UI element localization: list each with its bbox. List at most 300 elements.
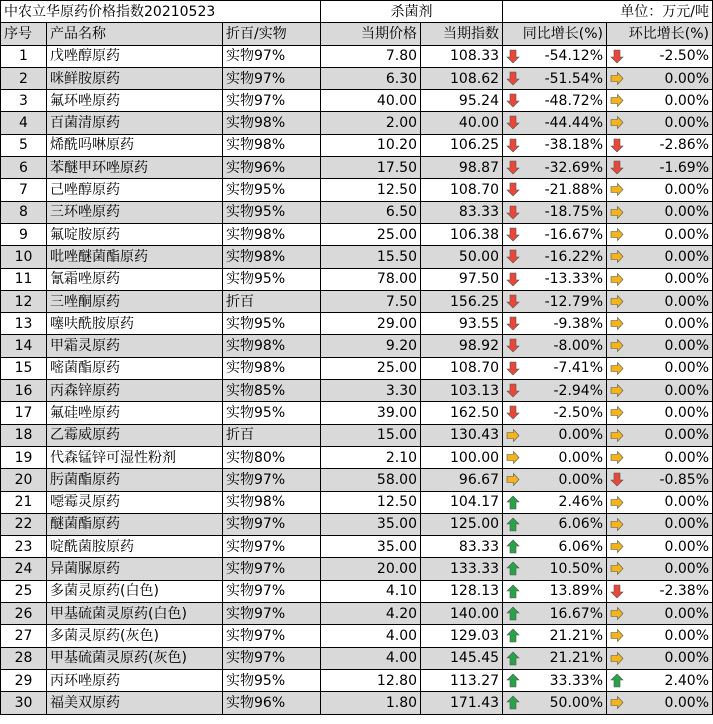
cell-index: 140.00	[421, 603, 503, 625]
table-row	[1, 692, 713, 714]
cell-yoy-value: -2.50%	[553, 404, 604, 421]
table-row	[1, 580, 713, 602]
cell-index: 145.45	[421, 647, 503, 669]
cell-yoy	[503, 402, 607, 424]
arrow-right-icon	[610, 272, 624, 287]
arrow-down-icon	[506, 160, 520, 175]
cell-price: 4.00	[321, 625, 421, 647]
cell-spec: 实物97%	[223, 558, 321, 580]
header-row	[1, 23, 713, 45]
cell-index: 106.38	[421, 223, 503, 245]
cell-spec: 实物97%	[223, 603, 321, 625]
cell-mom-value: 0.00%	[664, 115, 710, 132]
arrow-down-icon	[506, 405, 520, 420]
table-row	[1, 513, 713, 535]
cell-yoy	[503, 246, 607, 268]
table-row	[1, 179, 713, 201]
cell-mom-value: 0.00%	[664, 516, 710, 533]
cell-mom-value: 0.00%	[664, 226, 710, 243]
cell-mom-value: 0.00%	[664, 427, 710, 444]
table-row	[1, 669, 713, 691]
arrow-up-icon	[506, 561, 520, 576]
cell-name: 三环唑原药	[47, 201, 223, 223]
col-header-spec: 折百/实物	[223, 23, 321, 45]
cell-price: 40.00	[321, 90, 421, 112]
cell-price: 6.30	[321, 67, 421, 89]
arrow-right-icon	[610, 539, 624, 554]
cell-index: 133.33	[421, 558, 503, 580]
arrow-up-icon	[506, 695, 520, 710]
cell-mom	[607, 157, 713, 179]
arrow-right-icon	[610, 338, 624, 353]
cell-no: 19	[1, 446, 47, 468]
table-row	[1, 402, 713, 424]
cell-no: 18	[1, 424, 47, 446]
cell-spec: 实物97%	[223, 469, 321, 491]
cell-spec: 实物96%	[223, 692, 321, 714]
table-row	[1, 335, 713, 357]
cell-mom	[607, 446, 713, 468]
cell-spec: 实物96%	[223, 157, 321, 179]
cell-name: 噁霉灵原药	[47, 491, 223, 513]
cell-no: 8	[1, 201, 47, 223]
col-header-mom: 环比增长(%)	[607, 23, 713, 45]
cell-yoy-value: 13.89%	[549, 583, 604, 600]
cell-index: 156.25	[421, 290, 503, 312]
col-header-price: 当期价格	[321, 23, 421, 45]
cell-no: 14	[1, 335, 47, 357]
cell-mom-value: 0.00%	[664, 248, 710, 265]
cell-no: 29	[1, 669, 47, 691]
arrow-right-icon	[610, 205, 624, 220]
arrow-down-icon	[506, 361, 520, 376]
cell-spec: 实物95%	[223, 669, 321, 691]
cell-mom	[607, 491, 713, 513]
cell-price: 10.20	[321, 134, 421, 156]
cell-spec: 实物98%	[223, 357, 321, 379]
arrow-right-icon	[610, 249, 624, 264]
arrow-down-icon	[610, 160, 624, 175]
arrow-right-icon	[610, 182, 624, 197]
cell-yoy-value: -51.54%	[544, 70, 604, 87]
cell-index: 113.27	[421, 669, 503, 691]
cell-spec: 实物98%	[223, 335, 321, 357]
cell-mom-value: 0.00%	[664, 449, 710, 466]
cell-price: 25.00	[321, 357, 421, 379]
cell-name: 啶酰菌胺原药	[47, 536, 223, 558]
cell-index: 98.87	[421, 157, 503, 179]
arrow-down-icon	[506, 115, 520, 130]
arrow-up-icon	[506, 628, 520, 643]
cell-mom	[607, 647, 713, 669]
table-row	[1, 625, 713, 647]
col-header-name: 产品名称	[47, 23, 223, 45]
cell-mom-value: -1.69%	[659, 159, 710, 176]
table-row	[1, 380, 713, 402]
cell-price: 4.10	[321, 580, 421, 602]
cell-spec: 实物80%	[223, 446, 321, 468]
table-row	[1, 357, 713, 379]
cell-name: 吡唑醚菌酯原药	[47, 246, 223, 268]
table-row	[1, 90, 713, 112]
arrow-right-icon	[506, 450, 520, 465]
arrow-right-icon	[610, 651, 624, 666]
cell-name: 百菌清原药	[47, 112, 223, 134]
cell-yoy-value: 0.00%	[558, 471, 604, 488]
cell-spec: 实物97%	[223, 90, 321, 112]
cell-spec: 折百	[223, 290, 321, 312]
cell-yoy	[503, 313, 607, 335]
cell-spec: 实物97%	[223, 580, 321, 602]
cell-yoy	[503, 513, 607, 535]
cell-yoy	[503, 692, 607, 714]
arrow-right-icon	[610, 495, 624, 510]
cell-index: 95.24	[421, 90, 503, 112]
table-row	[1, 647, 713, 669]
cell-no: 24	[1, 558, 47, 580]
cell-index: 171.43	[421, 692, 503, 714]
cell-price: 39.00	[321, 402, 421, 424]
cell-yoy	[503, 67, 607, 89]
cell-mom	[607, 536, 713, 558]
arrow-right-icon	[610, 227, 624, 242]
cell-price: 1.80	[321, 692, 421, 714]
cell-mom	[607, 335, 713, 357]
cell-no: 22	[1, 513, 47, 535]
cell-mom-value: 0.00%	[664, 70, 710, 87]
cell-no: 26	[1, 603, 47, 625]
cell-name: 福美双原药	[47, 692, 223, 714]
arrow-down-icon	[506, 338, 520, 353]
cell-index: 97.50	[421, 268, 503, 290]
cell-name: 咪鲜胺原药	[47, 67, 223, 89]
table-row	[1, 112, 713, 134]
cell-yoy-value: 50.00%	[549, 694, 604, 711]
cell-mom-value: 0.00%	[664, 338, 710, 355]
cell-index: 106.25	[421, 134, 503, 156]
cell-mom-value: 0.00%	[664, 605, 710, 622]
cell-mom-value: -2.86%	[659, 137, 710, 154]
cell-no: 13	[1, 313, 47, 335]
cell-mom	[607, 558, 713, 580]
cell-spec: 实物95%	[223, 402, 321, 424]
col-header-yoy: 同比增长(%)	[503, 23, 607, 45]
table-row	[1, 558, 713, 580]
cell-yoy	[503, 625, 607, 647]
cell-spec: 实物97%	[223, 625, 321, 647]
table-row	[1, 313, 713, 335]
cell-no: 7	[1, 179, 47, 201]
cell-index: 108.33	[421, 45, 503, 67]
cell-no: 11	[1, 268, 47, 290]
cell-yoy	[503, 647, 607, 669]
cell-mom	[607, 513, 713, 535]
table-row	[1, 268, 713, 290]
cell-name: 乙霉威原药	[47, 424, 223, 446]
cell-yoy	[503, 179, 607, 201]
cell-mom	[607, 201, 713, 223]
cell-mom	[607, 246, 713, 268]
arrow-down-icon	[506, 71, 520, 86]
table-row	[1, 536, 713, 558]
unit-label: 单位：万元/吨	[503, 1, 713, 23]
cell-yoy-value: 0.00%	[558, 449, 604, 466]
cell-mom-value: 0.00%	[664, 315, 710, 332]
arrow-down-icon	[506, 49, 520, 64]
cell-mom-value: 0.00%	[664, 561, 710, 578]
cell-mom-value: 0.00%	[664, 694, 710, 711]
cell-yoy-value: -21.88%	[544, 182, 604, 199]
table-row	[1, 603, 713, 625]
cell-price: 7.80	[321, 45, 421, 67]
cell-mom-value: 0.00%	[664, 382, 710, 399]
cell-index: 83.33	[421, 201, 503, 223]
cell-price: 20.00	[321, 558, 421, 580]
table-row	[1, 157, 713, 179]
arrow-down-icon	[506, 294, 520, 309]
cell-yoy-value: -16.67%	[544, 226, 604, 243]
cell-yoy	[503, 536, 607, 558]
arrow-right-icon	[610, 450, 624, 465]
cell-yoy-value: -48.72%	[544, 92, 604, 109]
cell-mom	[607, 134, 713, 156]
cell-yoy-value: 0.00%	[558, 427, 604, 444]
cell-name: 肟菌酯原药	[47, 469, 223, 491]
cell-name: 氟环唑原药	[47, 90, 223, 112]
cell-yoy	[503, 491, 607, 513]
table-row	[1, 223, 713, 245]
arrow-right-icon	[610, 361, 624, 376]
arrow-up-icon	[506, 651, 520, 666]
cell-yoy	[503, 580, 607, 602]
cell-name: 醚菌酯原药	[47, 513, 223, 535]
cell-yoy	[503, 134, 607, 156]
arrow-right-icon	[610, 561, 624, 576]
table-row	[1, 424, 713, 446]
cell-mom-value: 0.00%	[664, 538, 710, 555]
cell-price: 29.00	[321, 313, 421, 335]
cell-yoy-value: -16.22%	[544, 248, 604, 265]
arrow-up-icon	[506, 606, 520, 621]
cell-price: 9.20	[321, 335, 421, 357]
arrow-down-icon	[506, 316, 520, 331]
cell-name: 戊唑醇原药	[47, 45, 223, 67]
cell-index: 125.00	[421, 513, 503, 535]
cell-yoy	[503, 446, 607, 468]
cell-index: 108.70	[421, 179, 503, 201]
table-row	[1, 491, 713, 513]
cell-yoy-value: 10.50%	[549, 561, 604, 578]
arrow-up-icon	[610, 673, 624, 688]
cell-price: 6.50	[321, 201, 421, 223]
cell-index: 108.62	[421, 67, 503, 89]
cell-yoy-value: -2.94%	[553, 382, 604, 399]
cell-price: 4.00	[321, 647, 421, 669]
cell-spec: 实物98%	[223, 246, 321, 268]
cell-name: 噻呋酰胺原药	[47, 313, 223, 335]
arrow-up-icon	[506, 673, 520, 688]
title-row	[1, 1, 713, 23]
cell-mom-value: 0.00%	[664, 360, 710, 377]
arrow-down-icon	[506, 138, 520, 153]
category-label: 杀菌剂	[321, 1, 503, 23]
arrow-up-icon	[506, 517, 520, 532]
cell-mom-value: 0.00%	[664, 92, 710, 109]
cell-mom-value: 0.00%	[664, 271, 710, 288]
cell-no: 20	[1, 469, 47, 491]
cell-yoy-value: -38.18%	[544, 137, 604, 154]
table-row	[1, 290, 713, 312]
arrow-down-icon	[610, 584, 624, 599]
cell-yoy	[503, 112, 607, 134]
cell-no: 1	[1, 45, 47, 67]
cell-yoy	[503, 469, 607, 491]
cell-yoy-value: -32.69%	[544, 159, 604, 176]
cell-spec: 实物95%	[223, 201, 321, 223]
arrow-down-icon	[506, 272, 520, 287]
cell-index: 100.00	[421, 446, 503, 468]
cell-spec: 实物98%	[223, 491, 321, 513]
cell-mom	[607, 112, 713, 134]
cell-yoy	[503, 424, 607, 446]
cell-no: 6	[1, 157, 47, 179]
cell-mom	[607, 313, 713, 335]
cell-name: 己唑醇原药	[47, 179, 223, 201]
cell-price: 3.30	[321, 380, 421, 402]
cell-price: 35.00	[321, 513, 421, 535]
cell-no: 5	[1, 134, 47, 156]
cell-index: 40.00	[421, 112, 503, 134]
cell-index: 130.43	[421, 424, 503, 446]
cell-mom-value: -0.85%	[659, 471, 710, 488]
cell-mom	[607, 424, 713, 446]
cell-price: 7.50	[321, 290, 421, 312]
cell-name: 多菌灵原药(白色)	[47, 580, 223, 602]
cell-mom-value: 0.00%	[664, 404, 710, 421]
cell-mom-value: 0.00%	[664, 182, 710, 199]
cell-price: 58.00	[321, 469, 421, 491]
cell-spec: 实物98%	[223, 223, 321, 245]
cell-mom-value: 0.00%	[664, 650, 710, 667]
cell-yoy	[503, 558, 607, 580]
cell-name: 代森锰锌可湿性粉剂	[47, 446, 223, 468]
cell-index: 104.17	[421, 491, 503, 513]
arrow-right-icon	[610, 428, 624, 443]
cell-price: 2.10	[321, 446, 421, 468]
arrow-right-icon	[610, 294, 624, 309]
arrow-right-icon	[610, 695, 624, 710]
cell-yoy-value: 6.06%	[558, 516, 604, 533]
col-header-no: 序号	[1, 23, 47, 45]
cell-mom	[607, 90, 713, 112]
cell-spec: 实物97%	[223, 67, 321, 89]
cell-yoy	[503, 335, 607, 357]
cell-no: 3	[1, 90, 47, 112]
arrow-down-icon	[506, 182, 520, 197]
cell-name: 氟啶胺原药	[47, 223, 223, 245]
cell-yoy-value: -44.44%	[544, 115, 604, 132]
cell-spec: 实物97%	[223, 647, 321, 669]
table-row	[1, 201, 713, 223]
cell-no: 4	[1, 112, 47, 134]
table-row	[1, 45, 713, 67]
cell-yoy-value: 2.46%	[558, 494, 604, 511]
cell-price: 12.80	[321, 669, 421, 691]
cell-yoy-value: -7.41%	[553, 360, 604, 377]
cell-mom	[607, 603, 713, 625]
cell-mom	[607, 402, 713, 424]
cell-index: 96.67	[421, 469, 503, 491]
cell-mom	[607, 380, 713, 402]
arrow-down-icon	[610, 138, 624, 153]
cell-yoy-value: 33.33%	[549, 672, 604, 689]
cell-spec: 实物85%	[223, 380, 321, 402]
table-title: 中农立华原药价格指数20210523	[1, 1, 321, 23]
arrow-down-icon	[610, 49, 624, 64]
cell-yoy	[503, 268, 607, 290]
cell-yoy	[503, 290, 607, 312]
arrow-right-icon	[610, 628, 624, 643]
cell-no: 28	[1, 647, 47, 669]
cell-yoy	[503, 223, 607, 245]
cell-price: 78.00	[321, 268, 421, 290]
cell-yoy-value: 21.21%	[549, 650, 604, 667]
cell-no: 25	[1, 580, 47, 602]
cell-yoy	[503, 157, 607, 179]
cell-mom	[607, 45, 713, 67]
arrow-right-icon	[506, 428, 520, 443]
cell-name: 丙森锌原药	[47, 380, 223, 402]
arrow-right-icon	[610, 93, 624, 108]
cell-index: 93.55	[421, 313, 503, 335]
cell-yoy-value: 6.06%	[558, 538, 604, 555]
cell-spec: 实物95%	[223, 179, 321, 201]
cell-yoy-value: 16.67%	[549, 605, 604, 622]
cell-name: 甲基硫菌灵原药(白色)	[47, 603, 223, 625]
cell-spec: 实物98%	[223, 112, 321, 134]
cell-mom	[607, 669, 713, 691]
cell-index: 162.50	[421, 402, 503, 424]
cell-yoy	[503, 357, 607, 379]
cell-yoy	[503, 45, 607, 67]
cell-spec: 实物97%	[223, 45, 321, 67]
cell-yoy-value: -8.00%	[553, 338, 604, 355]
arrow-right-icon	[610, 606, 624, 621]
cell-index: 128.13	[421, 580, 503, 602]
cell-price: 2.00	[321, 112, 421, 134]
arrow-down-icon	[506, 227, 520, 242]
cell-name: 嘧菌酯原药	[47, 357, 223, 379]
cell-no: 12	[1, 290, 47, 312]
cell-yoy-value: -54.12%	[544, 48, 604, 65]
cell-yoy-value: -12.79%	[544, 293, 604, 310]
cell-no: 9	[1, 223, 47, 245]
cell-yoy	[503, 380, 607, 402]
cell-index: 108.70	[421, 357, 503, 379]
cell-mom	[607, 290, 713, 312]
arrow-down-icon	[506, 249, 520, 264]
cell-mom	[607, 692, 713, 714]
cell-no: 23	[1, 536, 47, 558]
cell-mom	[607, 223, 713, 245]
cell-mom-value: 0.00%	[664, 494, 710, 511]
cell-no: 17	[1, 402, 47, 424]
cell-no: 10	[1, 246, 47, 268]
cell-mom	[607, 580, 713, 602]
cell-yoy	[503, 201, 607, 223]
cell-mom-value: -2.38%	[659, 583, 710, 600]
cell-spec: 实物97%	[223, 513, 321, 535]
